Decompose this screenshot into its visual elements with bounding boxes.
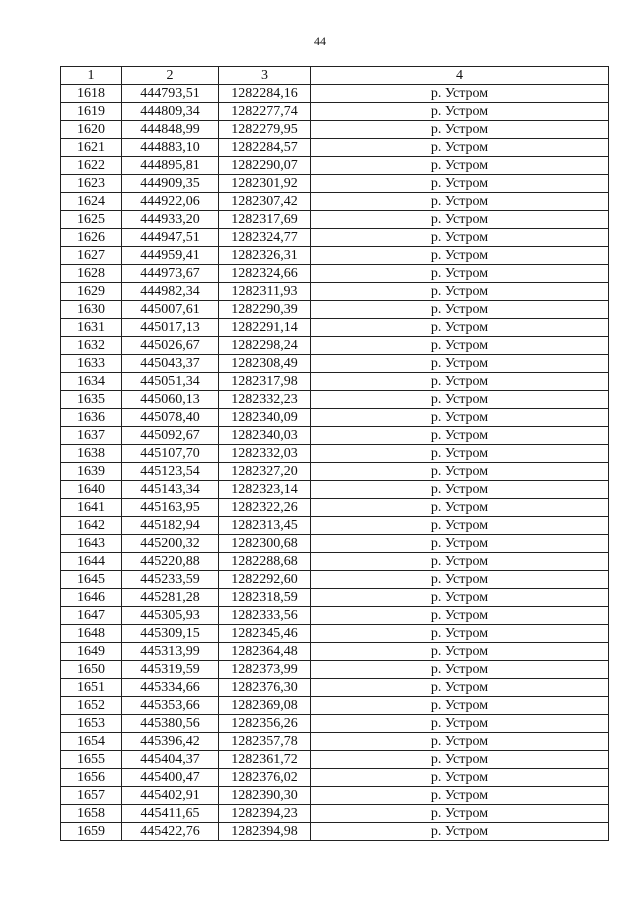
y-coordinate-cell: 1282390,30: [219, 787, 311, 805]
description-cell: р. Устром: [311, 211, 609, 229]
description-cell: р. Устром: [311, 805, 609, 823]
y-coordinate-cell: 1282318,59: [219, 589, 311, 607]
point-number-cell: 1634: [61, 373, 122, 391]
x-coordinate-cell: 445281,28: [122, 589, 219, 607]
description-cell: р. Устром: [311, 103, 609, 121]
x-coordinate-cell: 445007,61: [122, 301, 219, 319]
y-coordinate-cell: 1282290,07: [219, 157, 311, 175]
point-number-cell: 1652: [61, 697, 122, 715]
y-coordinate-cell: 1282317,69: [219, 211, 311, 229]
table-row: [61, 391, 609, 409]
table-row: [61, 283, 609, 301]
y-coordinate-cell: 1282340,09: [219, 409, 311, 427]
y-coordinate-cell: 1282369,08: [219, 697, 311, 715]
table-row: [61, 751, 609, 769]
table-row: [61, 103, 609, 121]
x-coordinate-cell: 445163,95: [122, 499, 219, 517]
table-row: [61, 175, 609, 193]
description-cell: р. Устром: [311, 139, 609, 157]
table-row: [61, 211, 609, 229]
y-coordinate-cell: 1282298,24: [219, 337, 311, 355]
table-row: [61, 301, 609, 319]
description-cell: р. Устром: [311, 535, 609, 553]
x-coordinate-cell: 445092,67: [122, 427, 219, 445]
table-row: [61, 607, 609, 625]
y-coordinate-cell: 1282332,23: [219, 391, 311, 409]
table-row: [61, 625, 609, 643]
point-number-cell: 1643: [61, 535, 122, 553]
table-row: [61, 679, 609, 697]
point-number-cell: 1630: [61, 301, 122, 319]
point-number-cell: 1638: [61, 445, 122, 463]
table-row: [61, 337, 609, 355]
x-coordinate-cell: 445396,42: [122, 733, 219, 751]
description-cell: р. Устром: [311, 193, 609, 211]
point-number-cell: 1620: [61, 121, 122, 139]
page-number: 44: [314, 34, 326, 48]
x-coordinate-cell: 445319,59: [122, 661, 219, 679]
x-coordinate-cell: 444909,35: [122, 175, 219, 193]
description-cell: р. Устром: [311, 247, 609, 265]
table-row: [61, 355, 609, 373]
description-cell: р. Устром: [311, 733, 609, 751]
point-number-cell: 1657: [61, 787, 122, 805]
description-cell: р. Устром: [311, 391, 609, 409]
point-number-cell: 1636: [61, 409, 122, 427]
y-coordinate-cell: 1282311,93: [219, 283, 311, 301]
point-number-cell: 1640: [61, 481, 122, 499]
table-row: [61, 661, 609, 679]
description-cell: р. Устром: [311, 301, 609, 319]
description-cell: р. Устром: [311, 319, 609, 337]
table-row: [61, 373, 609, 391]
point-number-cell: 1629: [61, 283, 122, 301]
table-row: [61, 805, 609, 823]
y-coordinate-cell: 1282364,48: [219, 643, 311, 661]
y-coordinate-cell: 1282394,23: [219, 805, 311, 823]
x-coordinate-cell: 445404,37: [122, 751, 219, 769]
description-cell: р. Устром: [311, 661, 609, 679]
point-number-cell: 1628: [61, 265, 122, 283]
point-number-cell: 1626: [61, 229, 122, 247]
table-row: [61, 499, 609, 517]
x-coordinate-cell: 444848,99: [122, 121, 219, 139]
point-number-cell: 1631: [61, 319, 122, 337]
description-cell: р. Устром: [311, 769, 609, 787]
y-coordinate-cell: 1282376,30: [219, 679, 311, 697]
y-coordinate-cell: 1282284,57: [219, 139, 311, 157]
table-row: [61, 265, 609, 283]
point-number-cell: 1656: [61, 769, 122, 787]
y-coordinate-cell: 1282327,20: [219, 463, 311, 481]
x-coordinate-cell: 445043,37: [122, 355, 219, 373]
column-header-point-number: 1: [61, 67, 122, 85]
x-coordinate-cell: 445220,88: [122, 553, 219, 571]
table-row: [61, 823, 609, 841]
y-coordinate-cell: 1282313,45: [219, 517, 311, 535]
x-coordinate-cell: 445078,40: [122, 409, 219, 427]
table-row: [61, 445, 609, 463]
table-row: [61, 427, 609, 445]
description-cell: р. Устром: [311, 121, 609, 139]
table-row: [61, 589, 609, 607]
column-header-description: 4: [311, 67, 609, 85]
point-number-cell: 1649: [61, 643, 122, 661]
point-number-cell: 1651: [61, 679, 122, 697]
table-row: [61, 85, 609, 103]
table-row: [61, 121, 609, 139]
table-row: [61, 193, 609, 211]
y-coordinate-cell: 1282356,26: [219, 715, 311, 733]
description-cell: р. Устром: [311, 823, 609, 841]
table-row: [61, 139, 609, 157]
y-coordinate-cell: 1282322,26: [219, 499, 311, 517]
description-cell: р. Устром: [311, 517, 609, 535]
table-row: [61, 697, 609, 715]
x-coordinate-cell: 445051,34: [122, 373, 219, 391]
x-coordinate-cell: 444933,20: [122, 211, 219, 229]
point-number-cell: 1647: [61, 607, 122, 625]
point-number-cell: 1622: [61, 157, 122, 175]
y-coordinate-cell: 1282284,16: [219, 85, 311, 103]
x-coordinate-cell: 445143,34: [122, 481, 219, 499]
x-coordinate-cell: 444922,06: [122, 193, 219, 211]
description-cell: р. Устром: [311, 751, 609, 769]
table-header-row: [61, 67, 609, 85]
y-coordinate-cell: 1282323,14: [219, 481, 311, 499]
y-coordinate-cell: 1282279,95: [219, 121, 311, 139]
y-coordinate-cell: 1282324,77: [219, 229, 311, 247]
table-row: [61, 229, 609, 247]
y-coordinate-cell: 1282290,39: [219, 301, 311, 319]
y-coordinate-cell: 1282307,42: [219, 193, 311, 211]
description-cell: р. Устром: [311, 229, 609, 247]
description-cell: р. Устром: [311, 463, 609, 481]
y-coordinate-cell: 1282357,78: [219, 733, 311, 751]
description-cell: р. Устром: [311, 265, 609, 283]
table-row: [61, 517, 609, 535]
point-number-cell: 1619: [61, 103, 122, 121]
x-coordinate-cell: 445060,13: [122, 391, 219, 409]
description-cell: р. Устром: [311, 427, 609, 445]
description-cell: р. Устром: [311, 571, 609, 589]
x-coordinate-cell: 445123,54: [122, 463, 219, 481]
x-coordinate-cell: 444982,34: [122, 283, 219, 301]
point-number-cell: 1642: [61, 517, 122, 535]
y-coordinate-cell: 1282300,68: [219, 535, 311, 553]
table-body: [61, 85, 609, 841]
x-coordinate-cell: 445400,47: [122, 769, 219, 787]
table-row: [61, 535, 609, 553]
x-coordinate-cell: 445309,15: [122, 625, 219, 643]
column-header-y: 3: [219, 67, 311, 85]
x-coordinate-cell: 444809,34: [122, 103, 219, 121]
x-coordinate-cell: 445422,76: [122, 823, 219, 841]
description-cell: р. Устром: [311, 85, 609, 103]
description-cell: р. Устром: [311, 373, 609, 391]
y-coordinate-cell: 1282301,92: [219, 175, 311, 193]
x-coordinate-cell: 445182,94: [122, 517, 219, 535]
table-row: [61, 481, 609, 499]
table-row: [61, 769, 609, 787]
point-number-cell: 1644: [61, 553, 122, 571]
description-cell: р. Устром: [311, 607, 609, 625]
description-cell: р. Устром: [311, 697, 609, 715]
point-number-cell: 1650: [61, 661, 122, 679]
description-cell: р. Устром: [311, 553, 609, 571]
x-coordinate-cell: 444895,81: [122, 157, 219, 175]
description-cell: р. Устром: [311, 499, 609, 517]
table-row: [61, 553, 609, 571]
description-cell: р. Устром: [311, 409, 609, 427]
point-number-cell: 1658: [61, 805, 122, 823]
table-row: [61, 643, 609, 661]
point-number-cell: 1618: [61, 85, 122, 103]
point-number-cell: 1632: [61, 337, 122, 355]
x-coordinate-cell: 445017,13: [122, 319, 219, 337]
x-coordinate-cell: 444959,41: [122, 247, 219, 265]
point-number-cell: 1633: [61, 355, 122, 373]
point-number-cell: 1624: [61, 193, 122, 211]
point-number-cell: 1655: [61, 751, 122, 769]
x-coordinate-cell: 445233,59: [122, 571, 219, 589]
y-coordinate-cell: 1282361,72: [219, 751, 311, 769]
table-row: [61, 247, 609, 265]
y-coordinate-cell: 1282332,03: [219, 445, 311, 463]
x-coordinate-cell: 444793,51: [122, 85, 219, 103]
table-row: [61, 319, 609, 337]
y-coordinate-cell: 1282326,31: [219, 247, 311, 265]
point-number-cell: 1641: [61, 499, 122, 517]
point-number-cell: 1653: [61, 715, 122, 733]
y-coordinate-cell: 1282394,98: [219, 823, 311, 841]
x-coordinate-cell: 445380,56: [122, 715, 219, 733]
table-row: [61, 787, 609, 805]
y-coordinate-cell: 1282373,99: [219, 661, 311, 679]
x-coordinate-cell: 445305,93: [122, 607, 219, 625]
table-row: [61, 463, 609, 481]
point-number-cell: 1654: [61, 733, 122, 751]
point-number-cell: 1635: [61, 391, 122, 409]
coordinates-table: [60, 66, 609, 841]
point-number-cell: 1645: [61, 571, 122, 589]
description-cell: р. Устром: [311, 157, 609, 175]
x-coordinate-cell: 444883,10: [122, 139, 219, 157]
description-cell: р. Устром: [311, 283, 609, 301]
y-coordinate-cell: 1282277,74: [219, 103, 311, 121]
point-number-cell: 1639: [61, 463, 122, 481]
x-coordinate-cell: 444947,51: [122, 229, 219, 247]
y-coordinate-cell: 1282324,66: [219, 265, 311, 283]
x-coordinate-cell: 445200,32: [122, 535, 219, 553]
point-number-cell: 1659: [61, 823, 122, 841]
point-number-cell: 1637: [61, 427, 122, 445]
x-coordinate-cell: 444973,67: [122, 265, 219, 283]
x-coordinate-cell: 445402,91: [122, 787, 219, 805]
point-number-cell: 1625: [61, 211, 122, 229]
point-number-cell: 1621: [61, 139, 122, 157]
table-row: [61, 733, 609, 751]
y-coordinate-cell: 1282345,46: [219, 625, 311, 643]
x-coordinate-cell: 445411,65: [122, 805, 219, 823]
y-coordinate-cell: 1282317,98: [219, 373, 311, 391]
y-coordinate-cell: 1282333,56: [219, 607, 311, 625]
x-coordinate-cell: 445026,67: [122, 337, 219, 355]
description-cell: р. Устром: [311, 643, 609, 661]
y-coordinate-cell: 1282292,60: [219, 571, 311, 589]
y-coordinate-cell: 1282376,02: [219, 769, 311, 787]
description-cell: р. Устром: [311, 355, 609, 373]
point-number-cell: 1646: [61, 589, 122, 607]
table-row: [61, 571, 609, 589]
y-coordinate-cell: 1282291,14: [219, 319, 311, 337]
y-coordinate-cell: 1282308,49: [219, 355, 311, 373]
description-cell: р. Устром: [311, 337, 609, 355]
point-number-cell: 1623: [61, 175, 122, 193]
description-cell: р. Устром: [311, 679, 609, 697]
description-cell: р. Устром: [311, 589, 609, 607]
table-row: [61, 409, 609, 427]
y-coordinate-cell: 1282288,68: [219, 553, 311, 571]
y-coordinate-cell: 1282340,03: [219, 427, 311, 445]
x-coordinate-cell: 445334,66: [122, 679, 219, 697]
description-cell: р. Устром: [311, 175, 609, 193]
table-row: [61, 715, 609, 733]
point-number-cell: 1627: [61, 247, 122, 265]
description-cell: р. Устром: [311, 445, 609, 463]
table-row: [61, 157, 609, 175]
description-cell: р. Устром: [311, 625, 609, 643]
x-coordinate-cell: 445107,70: [122, 445, 219, 463]
point-number-cell: 1648: [61, 625, 122, 643]
x-coordinate-cell: 445313,99: [122, 643, 219, 661]
description-cell: р. Устром: [311, 481, 609, 499]
column-header-x: 2: [122, 67, 219, 85]
description-cell: р. Устром: [311, 787, 609, 805]
description-cell: р. Устром: [311, 715, 609, 733]
x-coordinate-cell: 445353,66: [122, 697, 219, 715]
